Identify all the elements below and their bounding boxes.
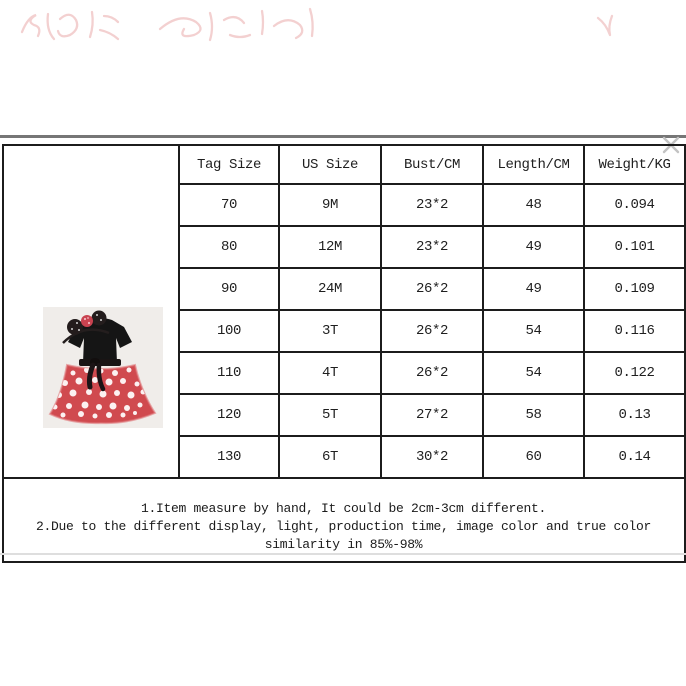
cell-us-size: 5T [279,394,381,436]
cell-bust: 26*2 [381,268,483,310]
cell-bust: 23*2 [381,226,483,268]
column-header-bust: Bust/CM [381,145,483,184]
cell-length: 49 [483,226,584,268]
note-line: similarity in 85%-98% [264,536,423,552]
top-divider-rule [0,135,686,138]
measurement-notes [4,487,684,554]
cell-us-size: 3T [279,310,381,352]
cell-us-size: 9M [279,184,381,226]
cell-weight: 0.122 [584,352,685,394]
cell-length: 54 [483,352,584,394]
product-photo [43,307,163,428]
cell-bust: 27*2 [381,394,483,436]
cell-bust: 26*2 [381,310,483,352]
cell-us-size: 4T [279,352,381,394]
cell-us-size: 24M [279,268,381,310]
notes-row [3,478,685,562]
cell-tag-size: 110 [179,352,279,394]
cell-tag-size: 130 [179,436,279,478]
cell-us-size: 12M [279,226,381,268]
note-line: 2.Due to the different display, light, production time, image color and true color [35,518,652,534]
cell-bust: 23*2 [381,184,483,226]
cell-tag-size: 100 [179,310,279,352]
header-row [3,145,685,184]
cell-tag-size: 80 [179,226,279,268]
cell-weight: 0.101 [584,226,685,268]
cell-tag-size: 90 [179,268,279,310]
cell-weight: 0.13 [584,394,685,436]
cell-bust: 26*2 [381,352,483,394]
column-header-length: Length/CM [483,145,584,184]
cell-length: 48 [483,184,584,226]
cell-tag-size: 70 [179,184,279,226]
column-header-us-size: US Size [279,145,381,184]
cell-length: 58 [483,394,584,436]
product-photo-cell [3,145,179,478]
cell-tag-size: 120 [179,394,279,436]
cell-weight: 0.109 [584,268,685,310]
cell-length: 54 [483,310,584,352]
cell-length: 49 [483,268,584,310]
cell-us-size: 6T [279,436,381,478]
faint-red-scribbles [0,0,686,60]
cell-weight: 0.116 [584,310,685,352]
column-header-tag-size: Tag Size [179,145,279,184]
cell-length: 60 [483,436,584,478]
column-header-weight: Weight/KG [584,145,685,184]
size-chart-table [2,144,686,563]
cell-bust: 30*2 [381,436,483,478]
bottom-divider-rule [0,553,686,555]
notes-cell [3,478,685,562]
note-line: 1.Item measure by hand, It could be 2cm-3cm different. [140,500,547,516]
cell-weight: 0.14 [584,436,685,478]
cell-weight: 0.094 [584,184,685,226]
